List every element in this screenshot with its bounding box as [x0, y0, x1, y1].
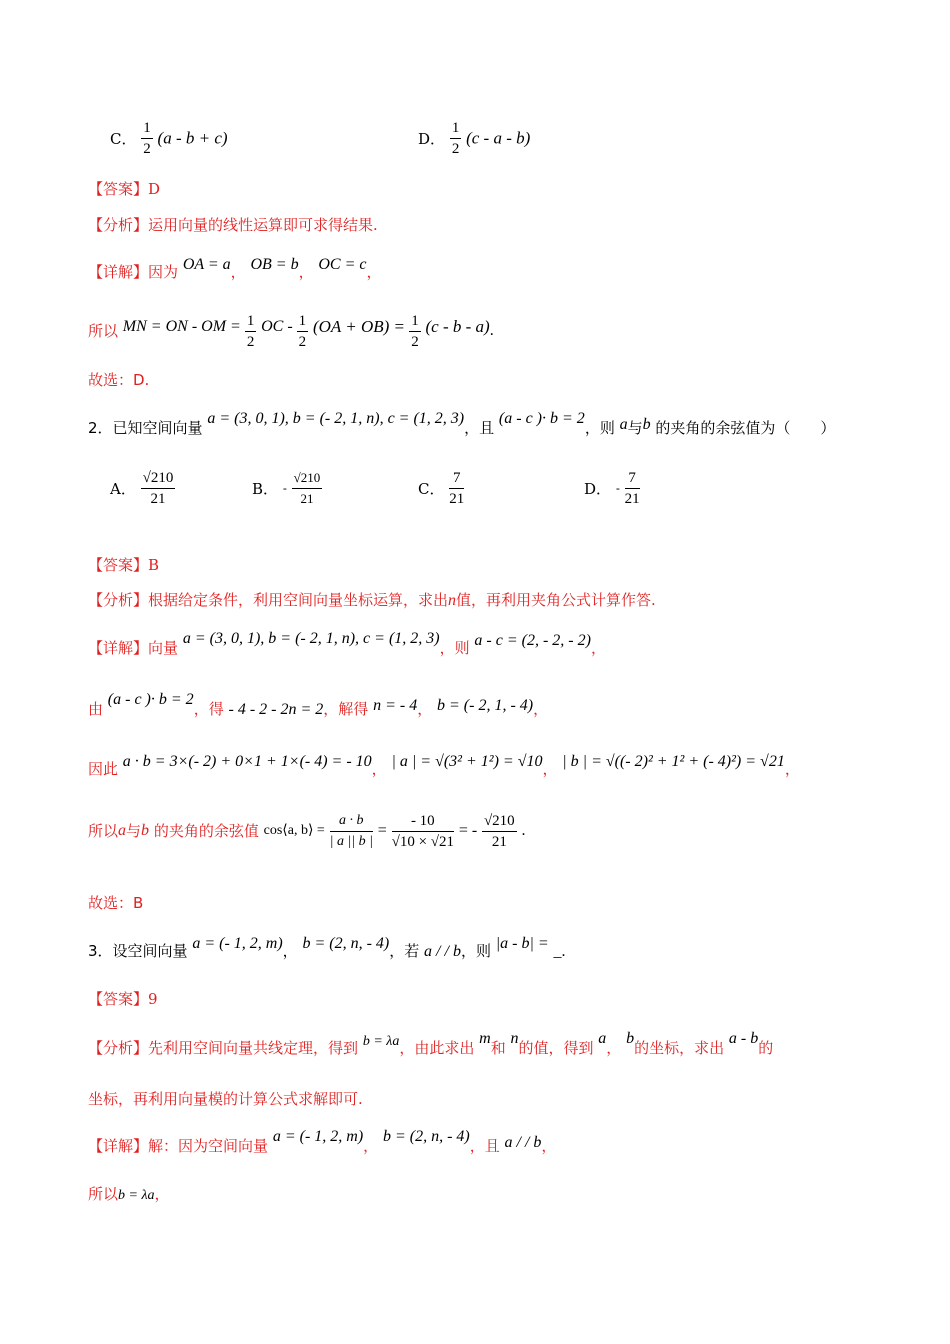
- q1-analysis: 【分析】运用向量的线性运算即可求得结果.: [88, 216, 378, 234]
- q3-analysis-line2: 坐标，再利用向量模的计算公式求解即可.: [88, 1090, 363, 1108]
- q2-choose: 故选：B: [88, 894, 144, 912]
- q3-detail: 【详解】解：因为空间向量 a = (- 1, 2, m)， b = (2, n, - 4)，且 a / / b，: [88, 1128, 557, 1155]
- q2-option-a: A． $\frac{√210}{21}$: [110, 470, 174, 507]
- q3-analysis: 【分析】先利用空间向量共线定理，得到 b = λa，由此求出 m和 n的值，得到 a， b的坐标，求出 a - b的: [88, 1030, 774, 1057]
- option-c-label: C．: [110, 130, 137, 148]
- q2-from: 由 (a - c )· b = 2，得 - 4 - 2 - 2n = 2，解得 n = - 4， b = (- 2, 1, - 4)，: [88, 691, 549, 718]
- q3-so: 所以b = λa，: [88, 1185, 170, 1203]
- option-d-fraction: $\frac{1}{2}$: [451, 120, 460, 157]
- q2-option-b: B． - $\frac{√210}{21}$: [252, 470, 321, 506]
- q2-answer: 【答案】B: [88, 556, 160, 574]
- q2-option-d: D． - $\frac{7}{21}$: [584, 470, 640, 507]
- q2-analysis: 【分析】根据给定条件，利用空间向量坐标运算，求出n值，再利用夹角公式计算作答.: [88, 591, 656, 609]
- q1-so: 所以 MN = ON - OM = $\frac{1}{2}$ OC - $\frac{1}{2}$ (OA + OB) = $\frac{1}{2}$ (c - b - a).: [88, 312, 494, 350]
- option-c: [110, 118, 228, 159]
- q1-answer: 【答案】D: [88, 180, 161, 198]
- option-c-fraction: $\frac{1}{2}$: [143, 120, 151, 157]
- q2-so: 所以a与b 的夹角的余弦值 cos⟨a, b⟩ = $\frac{a \cdot b}{| a || b |}$ = $\frac{- 10}{√10 \times √21}$ = - $\frac{√210}{21}$ .: [88, 812, 526, 850]
- option-c-expression: (a - b + c): [157, 128, 228, 148]
- q1-detail: 【详解】因为 OA = a， OB = b， OC = c，: [88, 256, 382, 281]
- option-d-label: D．: [418, 130, 446, 148]
- q2-option-c: C． $\frac{7}{21}$: [418, 470, 465, 507]
- option-d: [418, 118, 530, 159]
- q2-hence: 因此 a · b = 3×(- 2) + 0×1 + 1×(- 4) = - 10， | a | = √(3² + 1²) = √10， | b | = √((- 2)² + 1² + (- 4)²) = √21，: [88, 753, 800, 778]
- q2-detail: 【详解】向量 a = (3, 0, 1), b = (- 2, 1, n), c = (1, 2, 3)，则 a - c = (2, - 2, - 2)，: [88, 630, 606, 657]
- q3-answer: 【答案】9: [88, 990, 158, 1008]
- q1-choose: 故选：D.: [88, 371, 150, 389]
- q2-stem: 2．已知空间向量 a = (3, 0, 1), b = (- 2, 1, n), c = (1, 2, 3)，且 (a - c )· b = 2，则 a与b 的夹角的余弦值为（ ）: [88, 410, 836, 437]
- q3-stem: 3．设空间向量 a = (- 1, 2, m)， b = (2, n, - 4)，若 a / / b，则 |a - b| = _.: [88, 935, 566, 960]
- option-d-expression: (c - a - b): [466, 128, 531, 148]
